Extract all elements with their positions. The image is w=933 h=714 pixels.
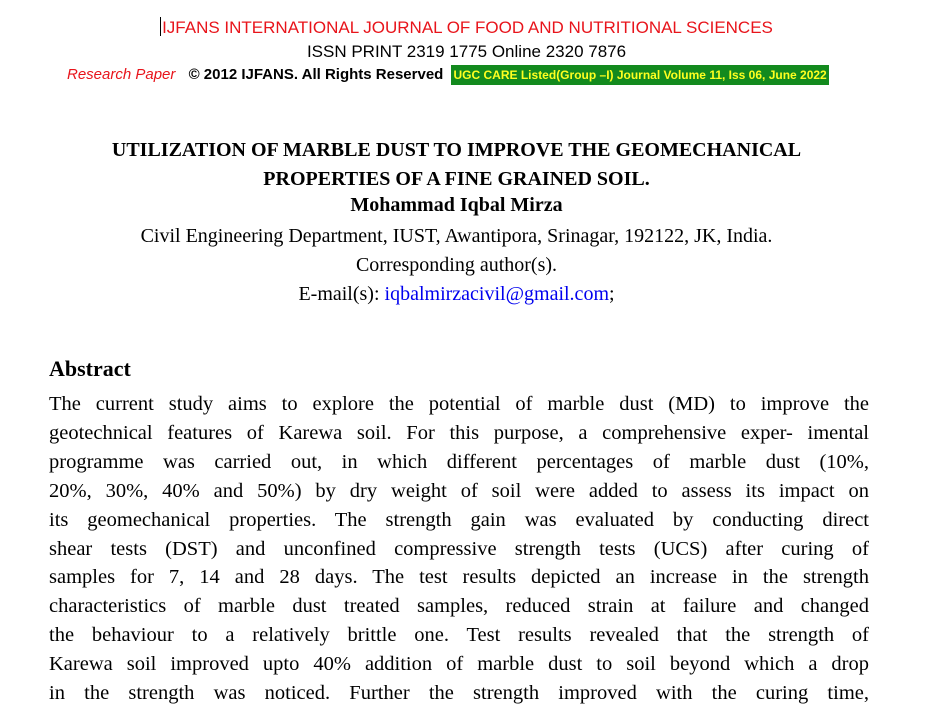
paper-type: Research Paper [67,66,176,83]
abstract-line: samples for 7, 14 and 28 days. The test results depicted an increase in the strength [49,566,869,589]
author-name: Mohammad Iqbal Mirza [350,194,563,216]
abstract-line: The current study aims to explore the potential of marble dust (MD) to improve the [49,393,869,415]
abstract-line: programme was carried out, in which different percentages of marble dust (10%, [49,450,869,473]
abstract-line: shear tests (DST) and unconfined compressive strength tests (UCS) after curing of [49,537,869,560]
abstract-line: Karewa soil improved upto 40% addition of marble dust to soil beyond which a drop [49,653,869,676]
header-meta-line [67,66,829,83]
abstract-body [49,390,869,708]
text-cursor [160,17,161,36]
abstract-heading: Abstract [49,356,131,381]
abstract-line: characteristics of marble dust treated samples, reduced strain at failure and changed [49,595,869,618]
paper-title [0,136,923,194]
abstract-line: 20%, 30%, 40% and 50%) by dry weight of soil were added to assess its impact on [49,479,869,502]
journal-name-text: IJFANS INTERNATIONAL JOURNAL OF FOOD AND NUTRITIONAL SCIENCES [162,18,773,37]
ugc-badge: UGC CARE Listed(Group –I) Journal Volume 11, Iss 06, June 2022 [451,65,829,85]
abstract-line: in the strength was noticed. Further the strength improved with the curing time, [49,682,869,705]
email-link[interactable]: iqbalmirzacivil@gmail.com [384,283,609,305]
issn-line: ISSN PRINT 2319 1775 Online 2320 7876 [306,42,627,61]
copyright: © 2012 IJFANS. All Rights Reserved [188,66,444,83]
abstract-line: its geomechanical properties. The strength gain was evaluated by conducting direct [49,508,869,531]
email-label: E-mail(s): [298,283,385,305]
email-suffix: ; [609,283,615,305]
email-line [0,280,923,309]
title-line-1: UTILIZATION OF MARBLE DUST TO IMPROVE THE GEOMECHANICAL [111,139,802,161]
affiliation: Civil Engineering Department, IUST, Awantipora, Srinagar, 192122, JK, India. [140,225,773,247]
journal-name [0,17,933,38]
title-line-2: PROPERTIES OF A FINE GRAINED SOIL. [263,168,650,190]
abstract-line: geotechnical features of Karewa soil. For this purpose, a comprehensive exper- imental [49,421,869,444]
author-details [0,222,923,309]
corresponding-author: Corresponding author(s). [355,254,558,276]
abstract-line: the behaviour to a relatively brittle one. Test results revealed that the strength of [49,624,869,647]
